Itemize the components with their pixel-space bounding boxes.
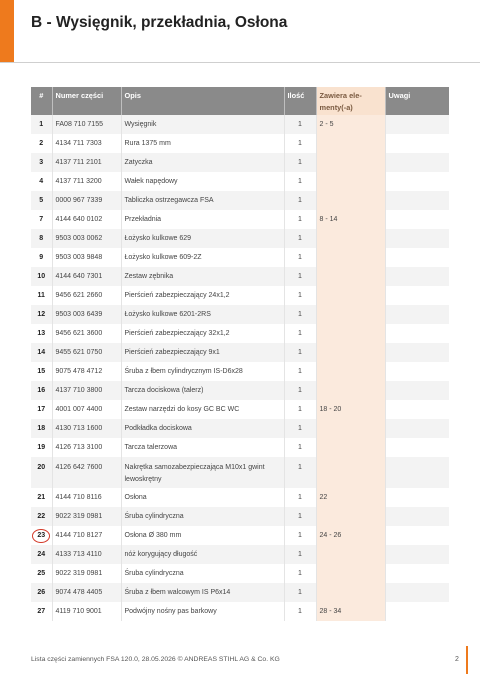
cell-quantity: 1 — [284, 583, 316, 602]
cell-description: Śruba z łbem cylindrycznym IS-D6x28 — [121, 362, 284, 381]
cell-part-number: 4137 710 3800 — [52, 381, 121, 400]
cell-num: 2 — [31, 134, 52, 153]
header-contains: Zawiera ele- menty(-a) — [316, 87, 385, 115]
cell-quantity: 1 — [284, 343, 316, 362]
cell-notes — [385, 526, 449, 545]
cell-description: Tabliczka ostrzegawcza FSA — [121, 191, 284, 210]
cell-num: 7 — [31, 210, 52, 229]
cell-description: Zatyczka — [121, 153, 284, 172]
cell-notes — [385, 286, 449, 305]
cell-contains — [316, 507, 385, 526]
cell-part-number: 4144 640 7301 — [52, 267, 121, 286]
cell-quantity: 1 — [284, 526, 316, 545]
cell-contains — [316, 153, 385, 172]
cell-contains — [316, 545, 385, 564]
cell-notes — [385, 419, 449, 438]
cell-num: 24 — [31, 545, 52, 564]
cell-part-number: 4144 710 8116 — [52, 488, 121, 507]
cell-num: 16 — [31, 381, 52, 400]
cell-num: 1 — [31, 115, 52, 134]
cell-quantity: 1 — [284, 400, 316, 419]
cell-quantity: 1 — [284, 172, 316, 191]
table-row — [31, 229, 449, 248]
cell-num: 27 — [31, 602, 52, 621]
cell-num — [31, 526, 52, 545]
cell-quantity: 1 — [284, 507, 316, 526]
cell-description: Łożysko kulkowe 6201-2RS — [121, 305, 284, 324]
cell-description: Łożysko kulkowe 609-2Z — [121, 248, 284, 267]
cell-description: Podkładka dociskowa — [121, 419, 284, 438]
cell-notes — [385, 545, 449, 564]
cell-part-number: 9503 003 9848 — [52, 248, 121, 267]
cell-contains — [316, 438, 385, 457]
table-header-row — [31, 87, 449, 115]
cell-quantity: 1 — [284, 305, 316, 324]
circled-number — [37, 531, 45, 540]
table-row — [31, 488, 449, 507]
cell-notes — [385, 172, 449, 191]
cell-description: Tarcza talerzowa — [121, 438, 284, 457]
table-row — [31, 400, 449, 419]
cell-description: Tarcza dociskowa (talerz) — [121, 381, 284, 400]
cell-num: 20 — [31, 457, 52, 488]
cell-notes — [385, 381, 449, 400]
cell-part-number: 9074 478 4405 — [52, 583, 121, 602]
cell-notes — [385, 248, 449, 267]
cell-quantity: 1 — [284, 564, 316, 583]
table-row — [31, 507, 449, 526]
cell-quantity: 1 — [284, 229, 316, 248]
cell-contains — [316, 419, 385, 438]
cell-description: Zestaw zębnika — [121, 267, 284, 286]
cell-notes — [385, 229, 449, 248]
cell-contains — [316, 564, 385, 583]
cell-contains — [316, 229, 385, 248]
cell-num: 9 — [31, 248, 52, 267]
page-title: B - Wysięgnik, przekładnia, Osłona — [31, 14, 288, 31]
cell-num: 4 — [31, 172, 52, 191]
table-row — [31, 343, 449, 362]
cell-contains — [316, 286, 385, 305]
cell-num: 26 — [31, 583, 52, 602]
cell-description: Pierścień zabezpieczający 9x1 — [121, 343, 284, 362]
cell-quantity: 1 — [284, 438, 316, 457]
cell-part-number: 9503 003 6439 — [52, 305, 121, 324]
cell-num: 22 — [31, 507, 52, 526]
cell-quantity: 1 — [284, 488, 316, 507]
cell-part-number: 9022 319 0981 — [52, 507, 121, 526]
cell-num: 18 — [31, 419, 52, 438]
cell-quantity: 1 — [284, 457, 316, 488]
cell-description: Śruba cylindryczna — [121, 507, 284, 526]
cell-part-number: 4144 710 8127 — [52, 526, 121, 545]
cell-quantity: 1 — [284, 153, 316, 172]
cell-quantity: 1 — [284, 134, 316, 153]
cell-notes — [385, 343, 449, 362]
cell-contains — [316, 457, 385, 488]
header-num: # — [31, 87, 52, 115]
cell-description: Przekładnia — [121, 210, 284, 229]
cell-notes — [385, 507, 449, 526]
cell-num: 15 — [31, 362, 52, 381]
cell-part-number: 0000 967 7339 — [52, 191, 121, 210]
table-row — [31, 457, 449, 488]
table-row — [31, 115, 449, 134]
header-quantity: Ilość — [284, 87, 316, 115]
cell-quantity: 1 — [284, 210, 316, 229]
title-divider — [0, 62, 480, 63]
cell-num: 25 — [31, 564, 52, 583]
cell-quantity: 1 — [284, 115, 316, 134]
cell-contains — [316, 324, 385, 343]
cell-notes — [385, 115, 449, 134]
cell-contains — [316, 381, 385, 400]
cell-part-number: 9455 621 0750 — [52, 343, 121, 362]
table-row — [31, 438, 449, 457]
footer-accent-mark — [466, 646, 468, 674]
cell-part-number: 9503 003 0062 — [52, 229, 121, 248]
cell-num: 19 — [31, 438, 52, 457]
table-row — [31, 267, 449, 286]
cell-notes — [385, 583, 449, 602]
cell-part-number: 9456 621 3600 — [52, 324, 121, 343]
cell-description: Łożysko kulkowe 629 — [121, 229, 284, 248]
cell-contains — [316, 362, 385, 381]
cell-notes — [385, 191, 449, 210]
cell-notes — [385, 305, 449, 324]
cell-part-number: 4130 713 1600 — [52, 419, 121, 438]
cell-part-number: 4001 007 4400 — [52, 400, 121, 419]
table-row — [31, 545, 449, 564]
cell-num: 11 — [31, 286, 52, 305]
cell-quantity: 1 — [284, 362, 316, 381]
table-row — [31, 362, 449, 381]
cell-notes — [385, 153, 449, 172]
cell-contains: 24 - 26 — [316, 526, 385, 545]
cell-contains — [316, 343, 385, 362]
cell-contains: 28 - 34 — [316, 602, 385, 621]
cell-part-number: 4137 711 3200 — [52, 172, 121, 191]
cell-description: Wałek napędowy — [121, 172, 284, 191]
circled-number-text: 23 — [37, 532, 46, 539]
table-row — [31, 210, 449, 229]
cell-description: Podwójny nośny pas barkowy — [121, 602, 284, 621]
cell-notes — [385, 400, 449, 419]
cell-notes — [385, 457, 449, 488]
table-row — [31, 381, 449, 400]
cell-num: 8 — [31, 229, 52, 248]
cell-part-number: 9456 621 2660 — [52, 286, 121, 305]
cell-part-number: 9022 319 0981 — [52, 564, 121, 583]
table-row — [31, 191, 449, 210]
table-row — [31, 564, 449, 583]
cell-contains: 8 - 14 — [316, 210, 385, 229]
table-row — [31, 172, 449, 191]
cell-notes — [385, 488, 449, 507]
cell-contains — [316, 583, 385, 602]
cell-description: Zestaw narzędzi do kosy GC BC WC — [121, 400, 284, 419]
red-circle-annotation — [32, 529, 50, 543]
header-part-number: Numer części — [52, 87, 121, 115]
cell-contains: 2 - 5 — [316, 115, 385, 134]
cell-num: 5 — [31, 191, 52, 210]
cell-notes — [385, 564, 449, 583]
cell-quantity: 1 — [284, 545, 316, 564]
cell-contains — [316, 248, 385, 267]
table-row — [31, 305, 449, 324]
section-accent-bar — [0, 0, 14, 62]
cell-contains: 22 — [316, 488, 385, 507]
cell-contains — [316, 134, 385, 153]
cell-description: nóż korygujący długość — [121, 545, 284, 564]
cell-description: Pierścień zabezpieczający 24x1,2 — [121, 286, 284, 305]
cell-contains: 18 - 20 — [316, 400, 385, 419]
cell-quantity: 1 — [284, 267, 316, 286]
cell-part-number: 4126 713 3100 — [52, 438, 121, 457]
cell-num: 14 — [31, 343, 52, 362]
cell-description: Nakrętka samozabezpieczająca M10x1 gwint lewoskrętny — [121, 457, 284, 488]
cell-num: 10 — [31, 267, 52, 286]
cell-num: 12 — [31, 305, 52, 324]
cell-num: 3 — [31, 153, 52, 172]
cell-description: Wysięgnik — [121, 115, 284, 134]
cell-description: Śruba z łbem walcowym IS P6x14 — [121, 583, 284, 602]
cell-num: 13 — [31, 324, 52, 343]
cell-part-number: 4126 642 7600 — [52, 457, 121, 488]
cell-contains — [316, 305, 385, 324]
cell-contains — [316, 191, 385, 210]
cell-num: 17 — [31, 400, 52, 419]
cell-notes — [385, 134, 449, 153]
cell-contains — [316, 267, 385, 286]
cell-notes — [385, 267, 449, 286]
cell-quantity: 1 — [284, 191, 316, 210]
cell-notes — [385, 324, 449, 343]
cell-contains — [316, 172, 385, 191]
table-row — [31, 248, 449, 267]
cell-part-number: 4144 640 0102 — [52, 210, 121, 229]
cell-part-number: 4137 711 2101 — [52, 153, 121, 172]
cell-quantity: 1 — [284, 602, 316, 621]
cell-notes — [385, 602, 449, 621]
cell-part-number: 9075 478 4712 — [52, 362, 121, 381]
cell-description: Rura 1375 mm — [121, 134, 284, 153]
cell-part-number: FA08 710 7155 — [52, 115, 121, 134]
cell-quantity: 1 — [284, 248, 316, 267]
cell-part-number: 4134 711 7303 — [52, 134, 121, 153]
page-number: 2 — [455, 656, 459, 663]
cell-quantity: 1 — [284, 286, 316, 305]
cell-quantity: 1 — [284, 419, 316, 438]
table-row — [31, 602, 449, 621]
table-row — [31, 134, 449, 153]
header-description: Opis — [121, 87, 284, 115]
table-row — [31, 583, 449, 602]
cell-part-number: 4119 710 9001 — [52, 602, 121, 621]
table-row — [31, 324, 449, 343]
cell-part-number: 4133 713 4110 — [52, 545, 121, 564]
footer-copyright: Lista części zamiennych FSA 120.0, 28.05.2026 © ANDREAS STIHL AG & Co. KG — [31, 656, 280, 663]
table-row — [31, 153, 449, 172]
table-row — [31, 526, 449, 545]
cell-description: Śruba cylindryczna — [121, 564, 284, 583]
cell-quantity: 1 — [284, 381, 316, 400]
cell-num: 21 — [31, 488, 52, 507]
cell-notes — [385, 210, 449, 229]
table-row — [31, 419, 449, 438]
cell-description: Pierścień zabezpieczający 32x1,2 — [121, 324, 284, 343]
table-row — [31, 286, 449, 305]
cell-notes — [385, 438, 449, 457]
cell-description: Osłona — [121, 488, 284, 507]
cell-notes — [385, 362, 449, 381]
parts-table — [31, 87, 449, 621]
header-notes: Uwagi — [385, 87, 449, 115]
table-body — [31, 115, 449, 621]
cell-quantity: 1 — [284, 324, 316, 343]
cell-description: Osłona Ø 380 mm — [121, 526, 284, 545]
